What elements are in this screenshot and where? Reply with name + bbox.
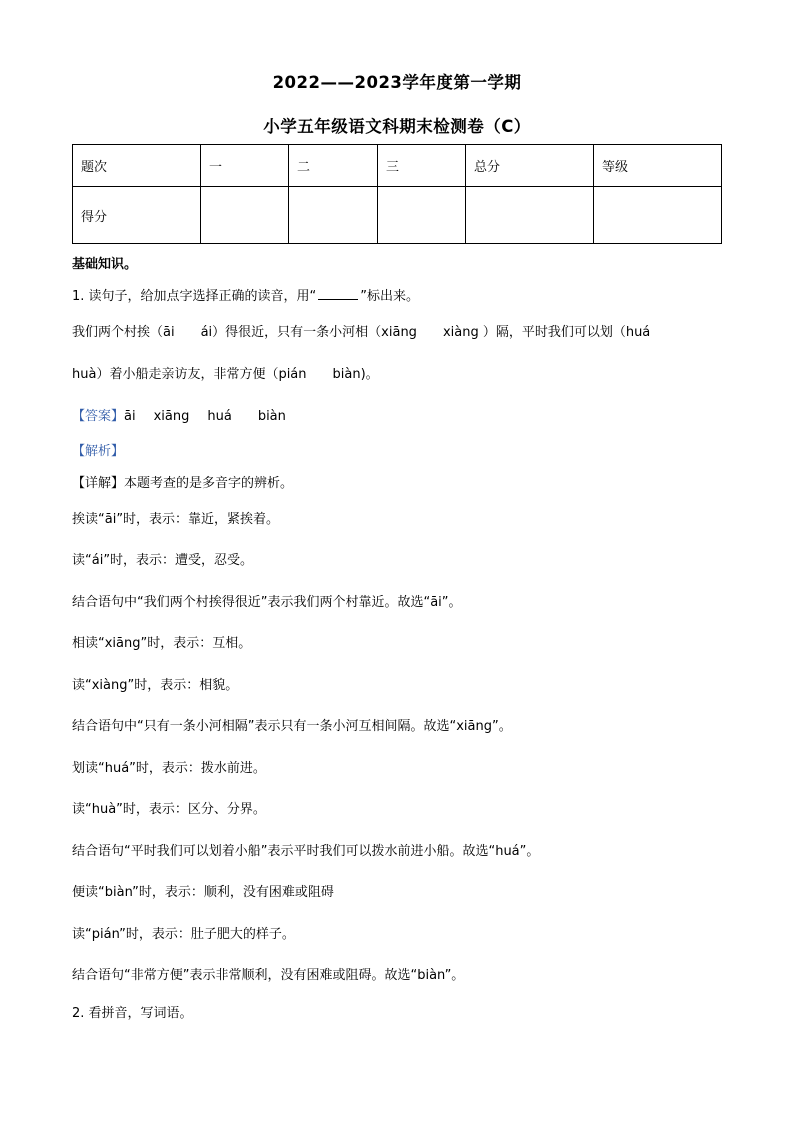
detail-label: 【详解】 [72, 476, 125, 491]
score-cell [201, 187, 289, 244]
explanation-line: 读“ái”时，表示：遭受，忍受。 [72, 553, 254, 568]
q1-sentence-line1 [72, 321, 650, 340]
q1-prompt-before: 1. 读句子，给加点字选择正确的读音，用“ [72, 289, 317, 304]
score-cell [289, 187, 378, 244]
explanation-line: 便读“biàn”时，表示：顺利，没有困难或阻碍 [72, 885, 334, 900]
score-cell [594, 187, 722, 244]
detail-line [72, 472, 293, 491]
explanation-line: 相读“xiāng”时，表示：互相。 [72, 636, 252, 651]
explanation-line: 读“huà”时，表示：区分、分界。 [72, 802, 266, 817]
score-table [72, 144, 722, 244]
exam-title-subject: 小学五年级语文科期末检测卷（C） [263, 117, 531, 136]
explanation-line: 挨读“āi”时，表示：靠近，紧挨着。 [72, 512, 280, 527]
explanation-line: 划读“huá”时，表示：拨水前进。 [72, 761, 266, 776]
answer-label: 【答案】 [72, 409, 125, 424]
explanation-line: 读“xiàng”时，表示：相貌。 [72, 678, 239, 693]
sentence-part: 我们两个村挨（āi [72, 325, 175, 340]
sentence-part: ái）得很近，只有一条小河相（xiāng [200, 325, 417, 340]
explanation-line: 结合语句中“我们两个村挨得很近”表示我们两个村靠近。故选“āi”。 [72, 595, 462, 610]
q2-prompt: 2. 看拼音，写词语。 [72, 1006, 193, 1021]
sentence-part: biàn)。 [332, 367, 379, 382]
score-table-header-cell: 题次 [73, 145, 201, 187]
score-cell [378, 187, 466, 244]
sentence-part: xiàng ）隔，平时我们可以划（huá [442, 325, 651, 340]
score-cell [466, 187, 594, 244]
answer-value: xiāng [153, 409, 190, 424]
answer-value: biàn [257, 409, 286, 424]
score-row-label: 得分 [73, 187, 201, 244]
q1-prompt [72, 285, 419, 304]
explanation-line: 结合语句中“只有一条小河相隔”表示只有一条小河互相间隔。故选“xiāng”。 [72, 719, 512, 734]
section-heading: 基础知识。 [72, 257, 138, 272]
explanation-line: 读“pián”时，表示：肚子肥大的样子。 [72, 927, 295, 942]
q1-sentence-line2 [72, 363, 379, 382]
answer-value: huá [207, 409, 232, 424]
score-table-header-cell: 等级 [594, 145, 722, 187]
q1-prompt-after: ”标出来。 [360, 289, 420, 304]
score-table-header-cell: 一 [201, 145, 289, 187]
answer-blank [318, 289, 358, 300]
score-table-score-row [73, 187, 722, 244]
analysis-label: 【解析】 [72, 444, 125, 459]
answer-value: āi [124, 409, 136, 424]
score-table-header-cell: 二 [289, 145, 378, 187]
explanation-line: 结合语句“平时我们可以划着小船”表示平时我们可以拨水前进小船。故选“huá”。 [72, 844, 540, 859]
q1-answer [72, 405, 286, 424]
detail-text: 本题考查的是多音字的辨析。 [124, 476, 294, 491]
score-table-header-cell: 三 [378, 145, 466, 187]
score-table-header-row [73, 145, 722, 187]
sentence-part: huà）着小船走亲访友，非常方便（pián [72, 367, 307, 382]
score-table-header-cell: 总分 [466, 145, 594, 187]
exam-title-year: 2022——2023学年度第一学期 [272, 73, 522, 92]
explanation-line: 结合语句“非常方便”表示非常顺利，没有困难或阻碍。故选“biàn”。 [72, 968, 465, 983]
